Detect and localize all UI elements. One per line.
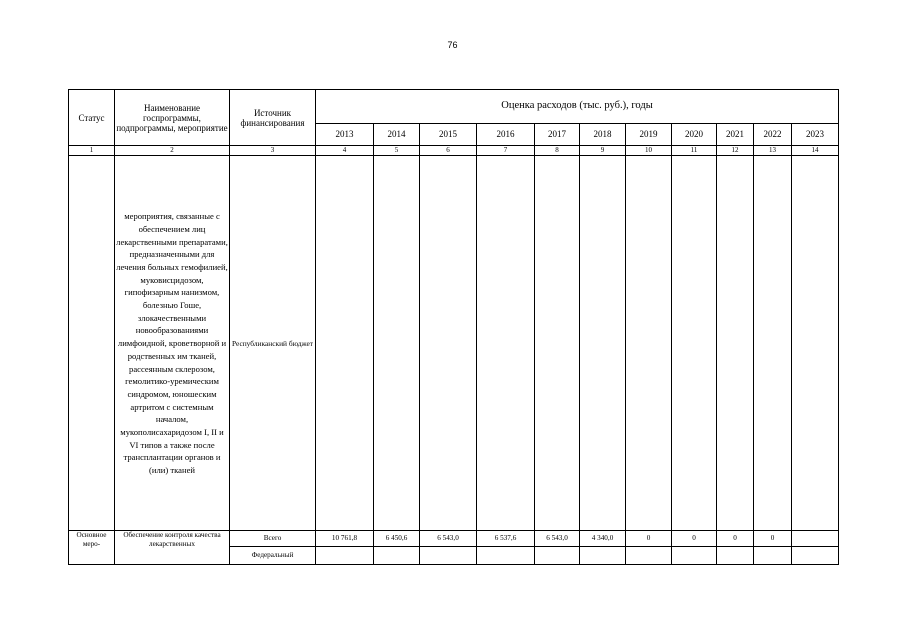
budget-table bbox=[68, 89, 839, 565]
column-number: 12 bbox=[717, 146, 754, 156]
column-number: 1 bbox=[69, 146, 115, 156]
value-cell: 6 543,0 bbox=[535, 531, 580, 547]
year-cell: 2015 bbox=[420, 123, 477, 145]
value-cell bbox=[316, 156, 374, 531]
value-cell bbox=[420, 547, 477, 565]
table-row bbox=[69, 531, 839, 547]
value-cell bbox=[754, 156, 792, 531]
year-cell: 2018 bbox=[580, 123, 626, 145]
value-cell bbox=[535, 156, 580, 531]
column-number: 3 bbox=[230, 146, 316, 156]
value-cell: 0 bbox=[672, 531, 717, 547]
measure-name-cell: мероприятия, связанные с обеспечением лиц лекарственными препаратами, предназначенными для лечения больных гемофилией, муковисцидозом, гипофизарным нанизмом, болезнью Гоше, злокачественными новообразованиями лимфоидной, кроветворной и родственных им тканей, рассеянным склерозом, гемолитико-уремическим синдромом, юношеским артритом с системным началом, мукополисахаридозом I, II и VI типов а также после трансплантации органов и (или) тканей bbox=[115, 156, 230, 531]
value-cell bbox=[792, 531, 839, 547]
value-cell bbox=[626, 547, 672, 565]
funding-source-cell: Республиканский бюджет bbox=[230, 156, 316, 531]
year-cell: 2023 bbox=[792, 123, 839, 145]
value-cell: 0 bbox=[626, 531, 672, 547]
year-cell: 2016 bbox=[477, 123, 535, 145]
year-cell: 2014 bbox=[374, 123, 420, 145]
column-number: 9 bbox=[580, 146, 626, 156]
value-cell: 6 450,6 bbox=[374, 531, 420, 547]
value-cell bbox=[580, 156, 626, 531]
value-cell bbox=[477, 156, 535, 531]
column-number: 8 bbox=[535, 146, 580, 156]
measure-name-cell: Обеспечение контроля качества лекарственных bbox=[115, 531, 230, 565]
year-cell: 2017 bbox=[535, 123, 580, 145]
value-cell bbox=[672, 156, 717, 531]
column-number: 2 bbox=[115, 146, 230, 156]
status-cell: Основное меро- bbox=[69, 531, 115, 565]
year-cell: 2020 bbox=[672, 123, 717, 145]
header-status: Статус bbox=[69, 90, 115, 146]
value-cell bbox=[580, 547, 626, 565]
value-cell bbox=[672, 547, 717, 565]
column-number: 13 bbox=[754, 146, 792, 156]
column-number: 5 bbox=[374, 146, 420, 156]
status-cell bbox=[69, 156, 115, 531]
column-number: 11 bbox=[672, 146, 717, 156]
column-number: 6 bbox=[420, 146, 477, 156]
funding-source-cell: Федеральный bbox=[230, 547, 316, 565]
header-name: Наименование госпрограммы, подпрограммы, мероприятие bbox=[115, 90, 230, 146]
value-cell bbox=[477, 547, 535, 565]
header-costs: Оценка расходов (тыс. руб.), годы bbox=[316, 90, 839, 124]
value-cell bbox=[535, 547, 580, 565]
value-cell: 4 340,0 bbox=[580, 531, 626, 547]
value-cell: 6 537,6 bbox=[477, 531, 535, 547]
column-number: 10 bbox=[626, 146, 672, 156]
funding-source-cell: Всего bbox=[230, 531, 316, 547]
value-cell bbox=[717, 547, 754, 565]
header-row-1 bbox=[69, 90, 839, 124]
year-cell: 2022 bbox=[754, 123, 792, 145]
value-cell bbox=[717, 156, 754, 531]
value-cell bbox=[316, 547, 374, 565]
column-number-row bbox=[69, 146, 839, 156]
value-cell bbox=[420, 156, 477, 531]
value-cell bbox=[374, 156, 420, 531]
header-source: Источник финансирования bbox=[230, 90, 316, 146]
column-number: 4 bbox=[316, 146, 374, 156]
year-cell: 2013 bbox=[316, 123, 374, 145]
column-number: 14 bbox=[792, 146, 839, 156]
value-cell bbox=[374, 547, 420, 565]
value-cell bbox=[792, 156, 839, 531]
year-cell: 2019 bbox=[626, 123, 672, 145]
year-cell: 2021 bbox=[717, 123, 754, 145]
value-cell: 10 761,8 bbox=[316, 531, 374, 547]
value-cell bbox=[626, 156, 672, 531]
value-cell bbox=[754, 547, 792, 565]
column-number: 7 bbox=[477, 146, 535, 156]
value-cell: 0 bbox=[754, 531, 792, 547]
page-number: 76 bbox=[447, 40, 458, 50]
value-cell: 6 543,0 bbox=[420, 531, 477, 547]
table-row bbox=[69, 156, 839, 531]
value-cell: 0 bbox=[717, 531, 754, 547]
value-cell bbox=[792, 547, 839, 565]
